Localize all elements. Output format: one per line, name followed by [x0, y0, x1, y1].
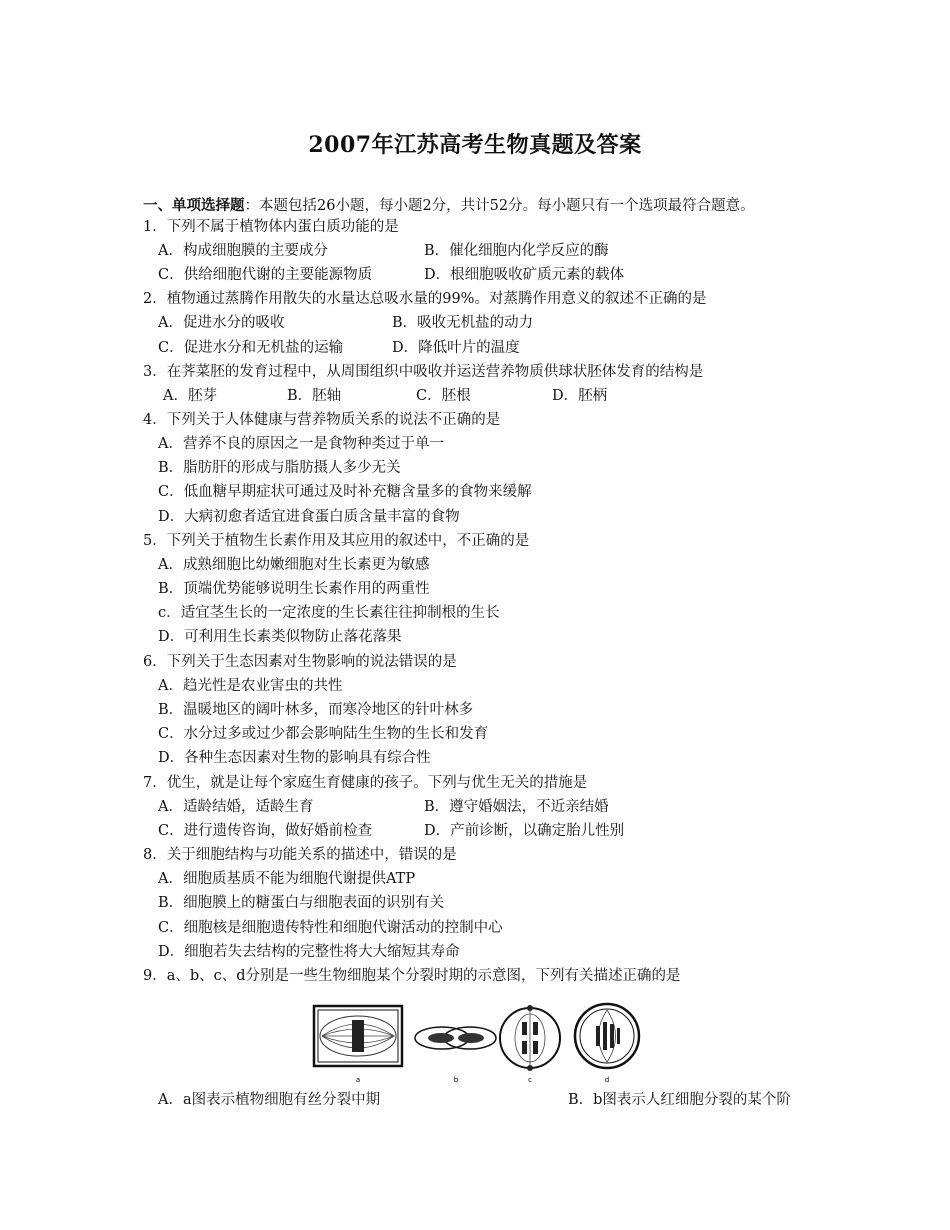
cell-division-figure	[312, 1000, 644, 1085]
option: D．大病初愈者适宜进食蛋白质含量丰富的食物	[158, 509, 460, 525]
option: B．温暖地区的阔叶林多，而寒冷地区的针叶林多	[158, 702, 474, 718]
option: C．低血糖早期症状可通过及时补充糖含量多的食物来缓解	[158, 484, 532, 500]
option: D．各种生态因素对生物的影响具有综合性	[158, 750, 431, 766]
option: B．b图表示人红细胞分裂的某个阶	[568, 1092, 791, 1108]
option: C．胚根	[416, 388, 471, 404]
option: A．a图表示植物细胞有丝分裂中期	[158, 1092, 381, 1108]
option: C．水分过多或过少都会影响陆生生物的生长和发育	[158, 726, 489, 742]
option: C．细胞核是细胞遗传特性和细胞代谢活动的控制中心	[158, 920, 503, 936]
option: B．胚轴	[287, 388, 342, 404]
option: B．催化细胞内化学反应的酶	[424, 243, 609, 259]
section-heading: 一、单项选择题	[143, 197, 245, 214]
option: A．成熟细胞比幼嫩细胞对生长素更为敏感	[158, 557, 430, 573]
figure-c-animal-cell	[500, 1005, 560, 1071]
option: A．趋光性是农业害虫的共性	[158, 678, 343, 694]
option: D．产前诊断，以确定胎儿性别	[424, 823, 625, 839]
section-intro	[143, 194, 755, 215]
option: C．供给细胞代谢的主要能源物质	[158, 267, 373, 283]
option: A．营养不良的原因之一是食物种类过于单一	[158, 436, 444, 452]
question-stem: 1．下列不属于植物体内蛋白质功能的是	[143, 219, 399, 235]
option: A．促进水分的吸收	[158, 315, 285, 331]
figure-a-plant-cell	[314, 1006, 402, 1066]
option: B．顶端优势能够说明生长素作用的两重性	[158, 581, 430, 597]
option: A．适龄结婚，适龄生育	[158, 799, 314, 815]
option: c．适宜茎生长的一定浓度的生长素往往抑制根的生长	[158, 605, 500, 621]
option: D．可利用生长素类似物防止落花落果	[158, 629, 402, 645]
question-stem: 8．关于细胞结构与功能关系的描述中，错误的是	[143, 847, 457, 863]
figure-label-c: c	[528, 1076, 532, 1084]
option: C．促进水分和无机盐的运输	[158, 340, 344, 356]
option: A．构成细胞膜的主要成分	[158, 243, 328, 259]
option: B．细胞膜上的糖蛋白与细胞表面的识别有关	[158, 895, 445, 911]
option: D．胚柄	[552, 388, 608, 404]
option: B．遵守婚姻法，不近亲结婚	[424, 799, 609, 815]
option: A．细胞质基质不能为细胞代谢提供ATP	[158, 871, 416, 887]
option: C．进行遗传咨询，做好婚前检查	[158, 823, 373, 839]
section-description: ：本题包括26小题，每小题2分，共计52分。每小题只有一个选项最符合题意。	[244, 198, 755, 214]
question-stem: 2．植物通过蒸腾作用散失的水量达总吸水量的99%。对蒸腾作用意义的叙述不正确的是	[143, 291, 707, 307]
option: B．脂肪肝的形成与脂肪摄人多少无关	[158, 460, 401, 476]
question-stem: 4．下列关于人体健康与营养物质关系的说法不正确的是	[143, 412, 501, 428]
question-stem: 5．下列关于植物生长素作用及其应用的叙述中，不正确的是	[143, 533, 530, 549]
figure-b-dividing-cell	[415, 1027, 496, 1049]
question-stem: 7．优生，就是让每个家庭生育健康的孩子。下列与优生无关的措施是	[143, 775, 588, 791]
question-stem: 9．a、b、c、d分别是一些生物细胞某个分裂时期的示意图，下列有关描述正确的是	[143, 968, 681, 984]
option: D．细胞若失去结构的完整性将大大缩短其寿命	[158, 944, 460, 960]
figure-label-d: d	[604, 1076, 610, 1084]
option: D．降低叶片的温度	[392, 340, 520, 356]
option: A．胚芽	[163, 388, 217, 404]
option: B．吸收无机盐的动力	[392, 315, 534, 331]
option: D．根细胞吸收矿质元素的载体	[424, 267, 625, 283]
page-title: 2007年江苏高考生物真题及答案	[308, 132, 642, 158]
figure-d-cell	[575, 1004, 639, 1068]
figure-label-a: a	[355, 1076, 361, 1084]
figure-label-b: b	[453, 1076, 459, 1084]
question-stem: 3．在荠菜胚的发育过程中，从周围组织中吸收并运送营养物质供球状胚体发育的结构是	[143, 364, 704, 380]
question-stem: 6．下列关于生态因素对生物影响的说法错误的是	[143, 654, 457, 670]
